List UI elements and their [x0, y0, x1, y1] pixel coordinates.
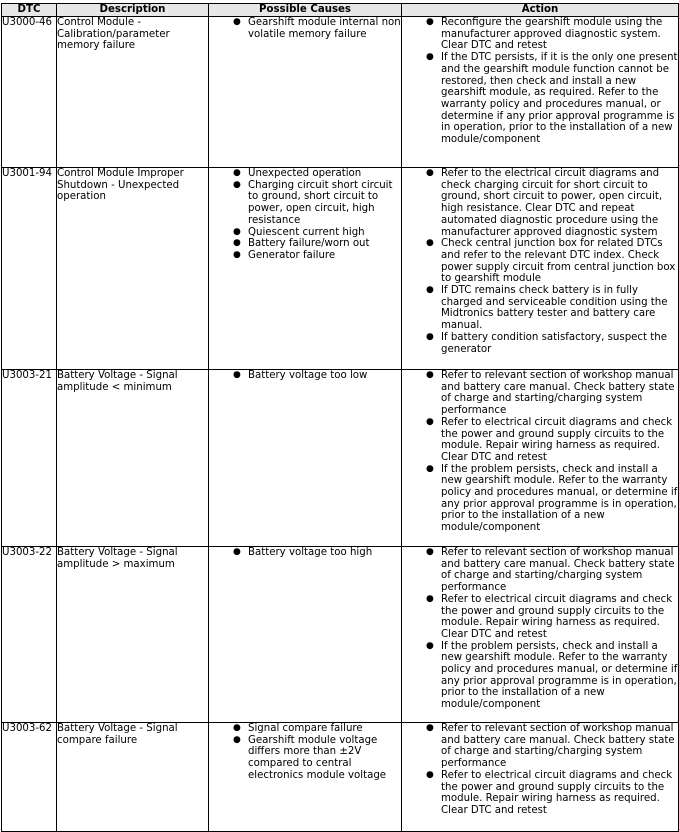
- action-item: ● Refer to relevant section of workshop manual and battery care manual. Check battery state of charge and starting/charging system performance: [426, 370, 675, 417]
- action-item: ● Refer to relevant section of workshop manual and battery care manual. Check battery state of charge and starting/charging system performance: [426, 723, 675, 770]
- cause-item: ● Unexpected operation: [233, 168, 362, 179]
- bullet-icon: ●: [426, 416, 434, 427]
- bullet-icon: ●: [233, 17, 241, 27]
- bullet-icon: ●: [233, 734, 241, 745]
- bullet-icon: ●: [426, 723, 434, 733]
- possible-causes: [209, 168, 402, 370]
- bullet-icon: ●: [233, 723, 241, 733]
- action-item: ● If battery condition satisfactory, suspect the generator: [426, 331, 667, 355]
- cause-item: ● Signal compare failure: [233, 723, 363, 734]
- actions: [402, 17, 679, 168]
- cause-item: ● Charging circuit short circuit to ground, short circuit to power, open circuit, high resistance: [233, 179, 393, 226]
- action-item: ● Check central junction box for related DTCs and refer to the relevant DTC index. Check power supply circuit from central junction box to gearshift module: [426, 238, 676, 285]
- actions: [402, 723, 679, 832]
- header-action: Action: [402, 4, 679, 17]
- action-item: ● Reconfigure the gearshift module using the manufacturer approved diagnostic system. Clear DTC and retest: [426, 17, 663, 52]
- header-description: Description: [57, 4, 209, 17]
- action-item: ● If DTC remains check battery is in fully charged and serviceable condition using the Midtronics battery tester and battery care manual.: [426, 285, 668, 332]
- dtc-description: Battery Voltage - Signal compare failure: [57, 723, 209, 832]
- dtc-code: U3001-94: [2, 168, 57, 370]
- cause-item: ● Generator failure: [233, 249, 336, 261]
- possible-causes: [209, 547, 402, 723]
- cause-item: ● Gearshift module internal non volatile memory failure: [233, 17, 401, 40]
- dtc-code: U3000-46: [2, 17, 57, 168]
- bullet-icon: ●: [426, 547, 434, 557]
- bullet-icon: ●: [426, 331, 434, 342]
- bullet-icon: ●: [426, 463, 434, 474]
- table-row: [2, 370, 679, 547]
- dtc-description: Control Module - Calibration/parameter memory failure: [57, 17, 209, 168]
- bullet-icon: ●: [233, 547, 241, 557]
- bullet-icon: ●: [426, 17, 434, 27]
- bullet-icon: ●: [426, 370, 434, 380]
- header-possible-causes: Possible Causes: [209, 4, 402, 17]
- bullet-icon: ●: [233, 226, 241, 237]
- actions: [402, 370, 679, 547]
- possible-causes: [209, 370, 402, 547]
- action-item: ● If the problem persists, check and install a new gearshift module. Refer to the warranty policy and procedures manual, or determine if any prior approval programme is in operation, prior to the installation of a new module/component: [426, 463, 678, 534]
- bullet-icon: ●: [426, 52, 434, 63]
- table-row: [2, 547, 679, 723]
- dtc-code: U3003-22: [2, 547, 57, 723]
- actions: [402, 547, 679, 723]
- bullet-icon: ●: [426, 285, 434, 296]
- actions: [402, 168, 679, 370]
- dtc-description: Battery Voltage - Signal amplitude < minimum: [57, 370, 209, 547]
- bullet-icon: ●: [426, 769, 434, 780]
- action-item: ● Refer to electrical circuit diagrams and check the power and ground supply circuits to the module. Repair wiring harness as required. Clear DTC and retest: [426, 593, 673, 640]
- header-dtc: DTC: [2, 4, 57, 17]
- possible-causes: [209, 17, 402, 168]
- bullet-icon: ●: [233, 179, 241, 190]
- dtc-description: Battery Voltage - Signal amplitude > maximum: [57, 547, 209, 723]
- action-item: ● If the problem persists, check and install a new gearshift module. Refer to the warranty policy and procedures manual, or determine if any prior approval programme is in operation, prior to the installation of a new module/component: [426, 640, 678, 711]
- header-row: [2, 4, 679, 17]
- action-item: ● Refer to electrical circuit diagrams and check the power and ground supply circuits to the module. Repair wiring harness as required. Clear DTC and retest: [426, 769, 673, 816]
- dtc-description: Control Module Improper Shutdown - Unexpected operation: [57, 168, 209, 370]
- table-row: [2, 17, 679, 168]
- cause-item: ● Battery failure/worn out: [233, 238, 370, 250]
- bullet-icon: ●: [426, 238, 434, 249]
- dtc-code: U3003-21: [2, 370, 57, 547]
- cause-item: ● Battery voltage too low: [233, 370, 368, 381]
- dtc-code: U3003-62: [2, 723, 57, 832]
- table-row: [2, 168, 679, 370]
- bullet-icon: ●: [426, 640, 434, 651]
- dtc-table: [1, 3, 679, 832]
- bullet-icon: ●: [233, 370, 241, 380]
- cause-item: ● Gearshift module voltage differs more than ±2V compared to central electronics module voltage: [233, 734, 387, 781]
- cause-item: ● Battery voltage too high: [233, 547, 373, 558]
- bullet-icon: ●: [426, 168, 434, 178]
- action-item: ● If the DTC persists, if it is the only one present and the gearshift module function cannot be restored, then check and install a new gearshift module, as required. Refer to the warranty policy and procedures manual, or determine if any prior approval programme is in operation, prior to the installation of a new module/component: [426, 52, 678, 146]
- action-item: ● Refer to the electrical circuit diagrams and check charging circuit for short circuit to ground, short circuit to power, open circuit, high resistance. Clear DTC and repeat automated diagnostic procedure using the manufacturer approved diagnostic system: [426, 168, 663, 238]
- bullet-icon: ●: [233, 238, 241, 249]
- possible-causes: [209, 723, 402, 832]
- bullet-icon: ●: [233, 168, 241, 178]
- bullet-icon: ●: [426, 593, 434, 604]
- cause-item: ● Quiescent current high: [233, 226, 365, 238]
- action-item: ● Refer to relevant section of workshop manual and battery care manual. Check battery state of charge and starting/charging system performance: [426, 547, 675, 594]
- action-item: ● Refer to electrical circuit diagrams and check the power and ground supply circuits to the module. Repair wiring harness as required. Clear DTC and retest: [426, 416, 673, 463]
- table-row: [2, 723, 679, 832]
- bullet-icon: ●: [233, 249, 241, 260]
